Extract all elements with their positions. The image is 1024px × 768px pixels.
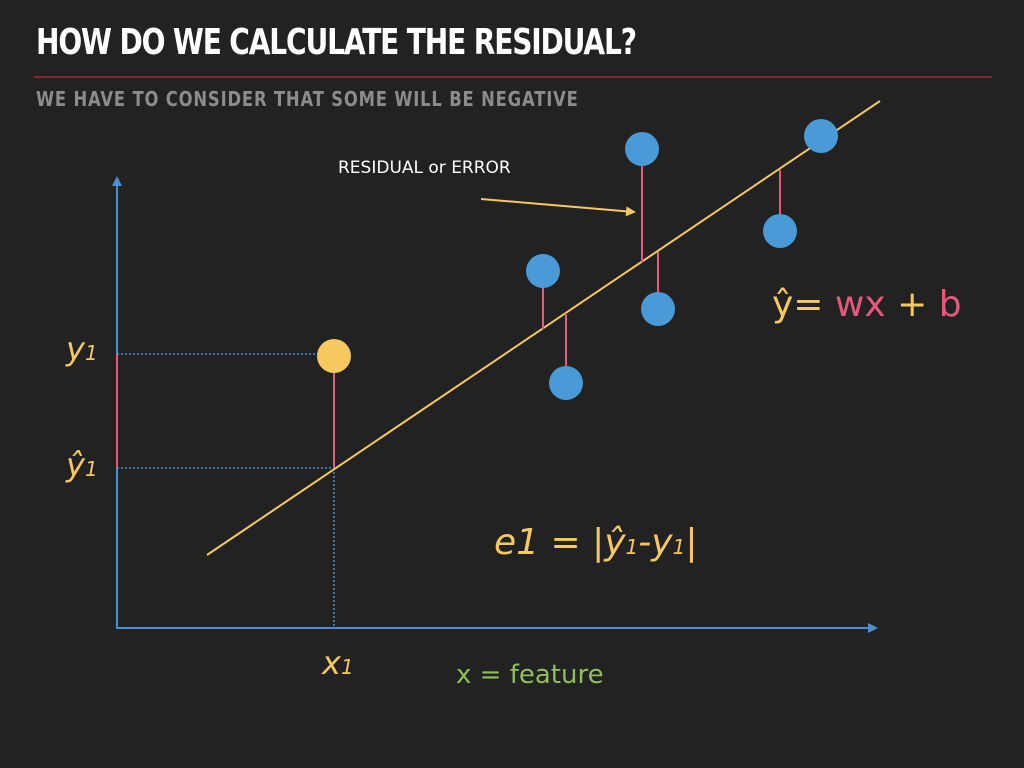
equation-wx: wx: [834, 284, 886, 325]
equation-plus: +: [885, 284, 939, 325]
equation-lhs: ŷ=: [772, 284, 835, 325]
y1-symbol: y: [66, 330, 85, 368]
error-eq-sub1: 1: [625, 535, 639, 559]
x1-axis-label: [322, 644, 354, 682]
x1-subscript: 1: [340, 655, 354, 679]
error-eq-mid: -y: [638, 522, 673, 563]
y1-subscript: 1: [84, 341, 98, 365]
error-eq-sub2: 1: [672, 535, 686, 559]
yhat1-symbol: ŷ: [66, 446, 85, 484]
error-equation: [494, 522, 697, 563]
data-point: [641, 292, 675, 326]
y1-axis-label: [66, 330, 98, 368]
data-point: [549, 366, 583, 400]
residual-pointer-arrow: [481, 199, 634, 212]
error-eq-tail: |: [685, 522, 698, 563]
slide-title: HOW DO WE CALCULATE THE RESIDUAL?: [36, 22, 636, 63]
residual-label: RESIDUAL or ERROR: [338, 158, 511, 178]
slide-subtitle: WE HAVE TO CONSIDER THAT SOME WILL BE NEGATIVE: [36, 87, 579, 111]
regression-equation: [772, 284, 962, 325]
yhat1-subscript: 1: [84, 457, 98, 481]
data-point: [804, 119, 838, 153]
data-point: [763, 214, 797, 248]
error-eq-head: e1 = |ŷ: [494, 522, 626, 563]
feature-label: x = feature: [456, 660, 604, 690]
yhat1-axis-label: [66, 446, 98, 484]
x1-symbol: x: [322, 644, 341, 682]
data-point: [526, 254, 560, 288]
data-point: [625, 132, 659, 166]
equation-b: b: [938, 284, 962, 325]
highlighted-data-point: [317, 339, 351, 373]
